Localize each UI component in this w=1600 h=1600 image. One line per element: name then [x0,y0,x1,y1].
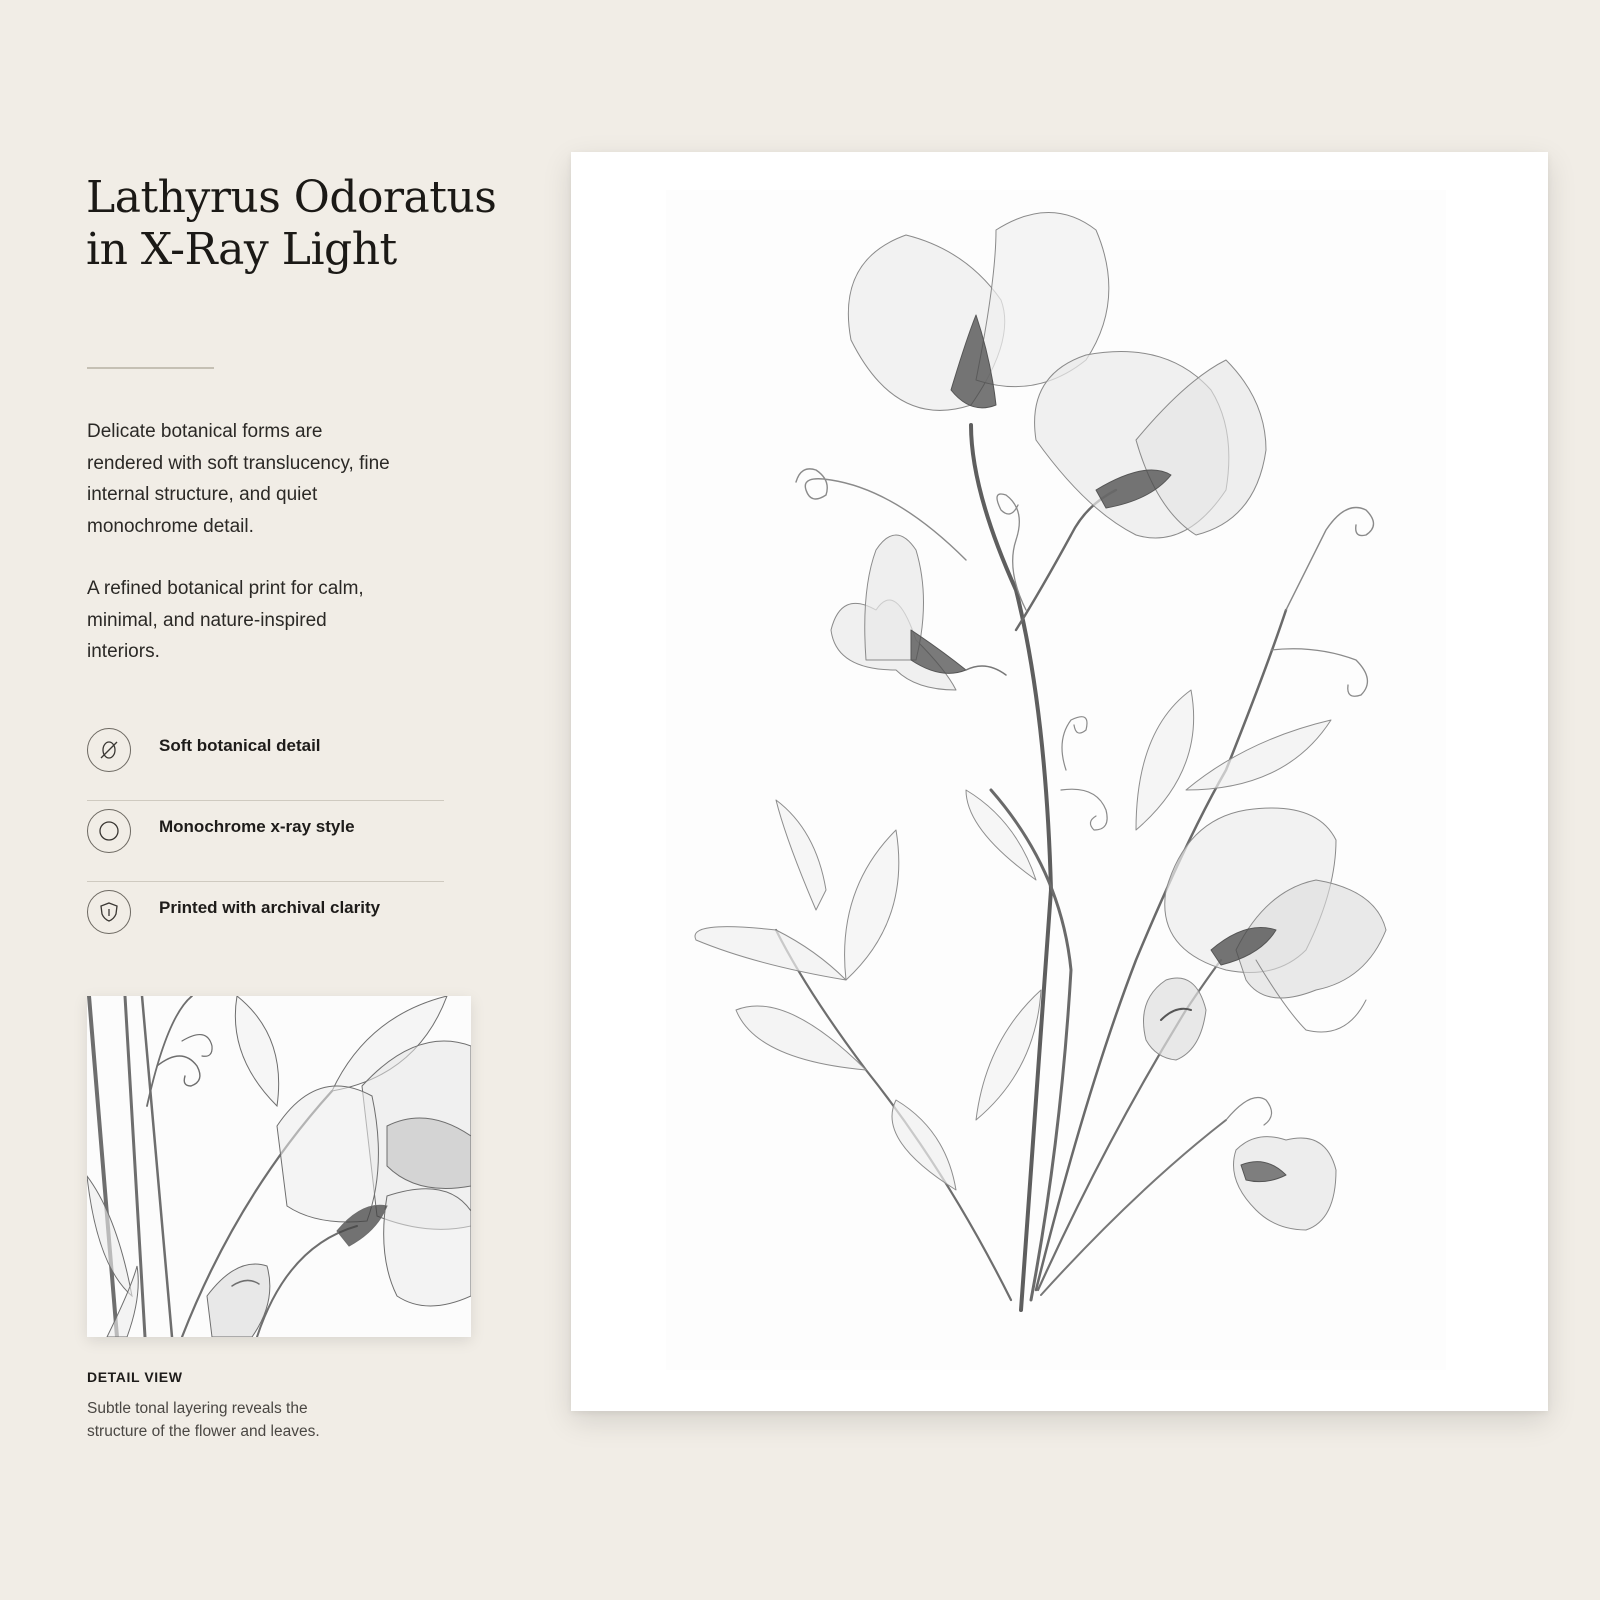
feature-item [87,720,444,801]
description-paragraph-2: A refined botanical print for calm, minimal, and nature-inspired interiors. [87,578,364,662]
title-line-2: in X-Ray Light [86,224,397,275]
feature-list [87,720,444,963]
page-title [86,172,526,276]
feature-label: Monochrome x-ray style [159,817,355,836]
xray-flower-artwork [666,190,1446,1370]
detail-view-image [87,996,471,1337]
leaf-slash-icon [87,728,131,772]
botanical-print [571,152,1548,1411]
title-line-1: Lathyrus Odoratus [86,172,497,223]
feature-label: Printed with archival clarity [159,898,381,917]
feature-label: Soft botanical detail [159,736,321,755]
shield-icon [87,890,131,934]
feature-item [87,882,444,963]
description-paragraph-1: Delicate botanical forms are rendered with soft translucency, fine internal structure, and quiet monochrome detail. [87,421,390,537]
feature-item [87,801,444,882]
detail-caption: Subtle tonal layering reveals the structure of the flower and leaves. [87,1400,320,1440]
title-divider [87,367,214,369]
detail-heading: DETAIL VIEW [87,1369,183,1385]
circle-icon [87,809,131,853]
